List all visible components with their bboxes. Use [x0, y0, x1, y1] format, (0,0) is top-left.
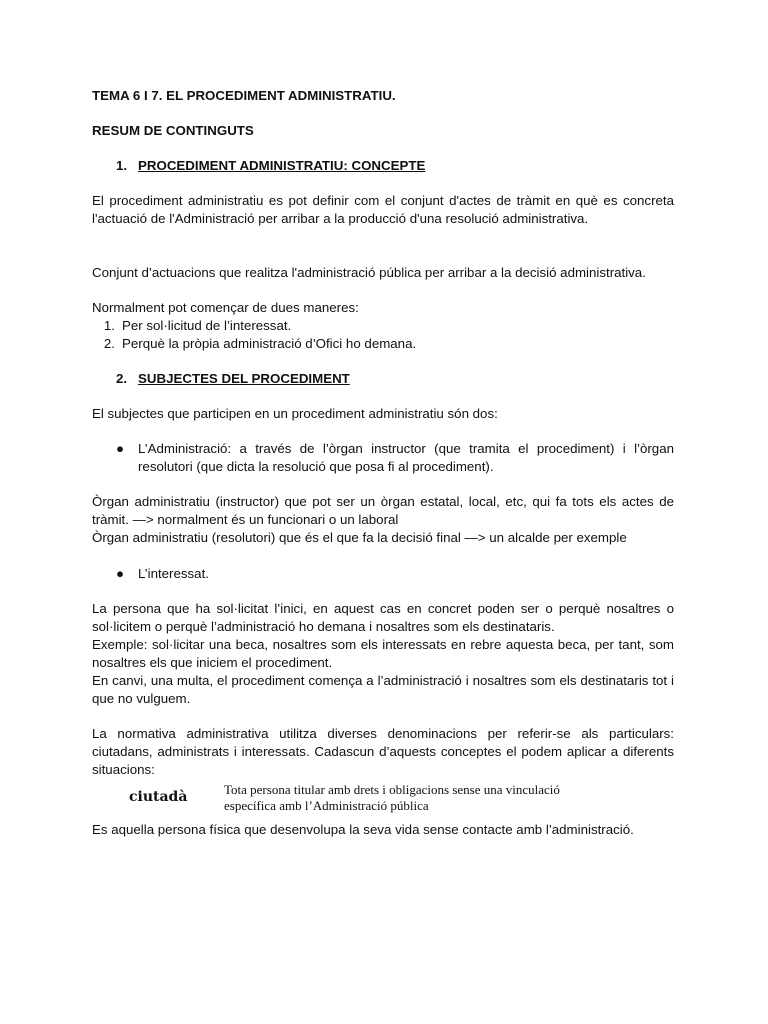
section-heading-1 — [116, 157, 425, 175]
list-number: 2. — [103, 336, 115, 351]
bullet-item — [116, 565, 674, 583]
list-item-text: Per sol·licitud de l’interessat. — [122, 318, 292, 333]
bullet-text: L’Administració: a través de l’òrgan instructor (que tramita el procediment) i l’òrgan resolutori (que dicta la resolució que posa fi al procediment). — [138, 441, 674, 474]
paragraph: La persona que ha sol·licitat l’inici, en aquest cas en concret poden ser o perquè nosaltres o sol·licitem o perquè l’administració ho demana i nosaltres som els destinataris. — [92, 601, 674, 634]
section-title: PROCEDIMENT ADMINISTRATIU: CONCEPTE — [138, 158, 426, 173]
section-title: SUBJECTES DEL PROCEDIMENT — [138, 371, 350, 386]
document-title: TEMA 6 I 7. EL PROCEDIMENT ADMINISTRATIU. — [92, 88, 396, 103]
paragraph: Òrgan administratiu (instructor) que pot ser un òrgan estatal, local, etc, qui fa tots els actes de tràmit. —> normalment és un funcionari o un laboral — [92, 494, 674, 527]
paragraph: Conjunt d’actuacions que realitza l'administració pública per arribar a la decisió administrativa. — [92, 265, 646, 280]
paragraph: En canvi, una multa, el procediment comença a l’administració i nosaltres som els destinataris tot i que no vulguem. — [92, 673, 674, 706]
section-number: 2. — [116, 371, 128, 386]
paragraph: Òrgan administratiu (resolutori) que és el que fa la decisió final —> un alcalde per exemple — [92, 530, 627, 545]
definition-line: Tota persona titular amb drets i obligacions sense una vinculació — [224, 782, 560, 797]
section-number: 1. — [116, 158, 128, 173]
paragraph: El subjectes que participen en un procediment administratiu són dos: — [92, 406, 498, 421]
bullet-text: L’interessat. — [138, 566, 209, 581]
numbered-list — [92, 317, 674, 353]
definition-box — [92, 782, 674, 816]
paragraph: Exemple: sol·licitar una beca, nosaltres som els interessats en rebre aquesta beca, per tant, som nosaltres els que iniciem el procediment. — [92, 637, 674, 670]
bullet-item — [116, 440, 674, 476]
list-item — [92, 335, 674, 353]
definition-term: ciutadà — [129, 789, 188, 805]
section-heading-2 — [116, 370, 350, 388]
paragraph: Normalment pot començar de dues maneres: — [92, 300, 359, 315]
bullet-icon: ● — [116, 441, 125, 456]
definition-text — [224, 782, 624, 814]
paragraph: El procediment administratiu es pot definir com el conjunt d'actes de tràmit en què es concreta l'actuació de l'Administració per arribar a la producció d'una resolució administrativa. — [92, 193, 674, 226]
list-number: 1. — [103, 318, 115, 333]
paragraph: Es aquella persona física que desenvolupa la seva vida sense contacte amb l’administració. — [92, 822, 634, 837]
list-item — [92, 317, 674, 335]
paragraph: La normativa administrativa utilitza diverses denominacions per referir-se als particulars: ciutadans, administrats i interessats. Cadascun d’aquests conceptes el podem aplicar a diferents situacions: — [92, 726, 674, 777]
document-subtitle: RESUM DE CONTINGUTS — [92, 123, 254, 138]
list-item-text: Perquè la pròpia administració d’Ofici ho demana. — [122, 336, 417, 351]
bullet-icon: ● — [116, 566, 125, 581]
definition-line: específica amb l’Administració pública — [224, 798, 429, 813]
